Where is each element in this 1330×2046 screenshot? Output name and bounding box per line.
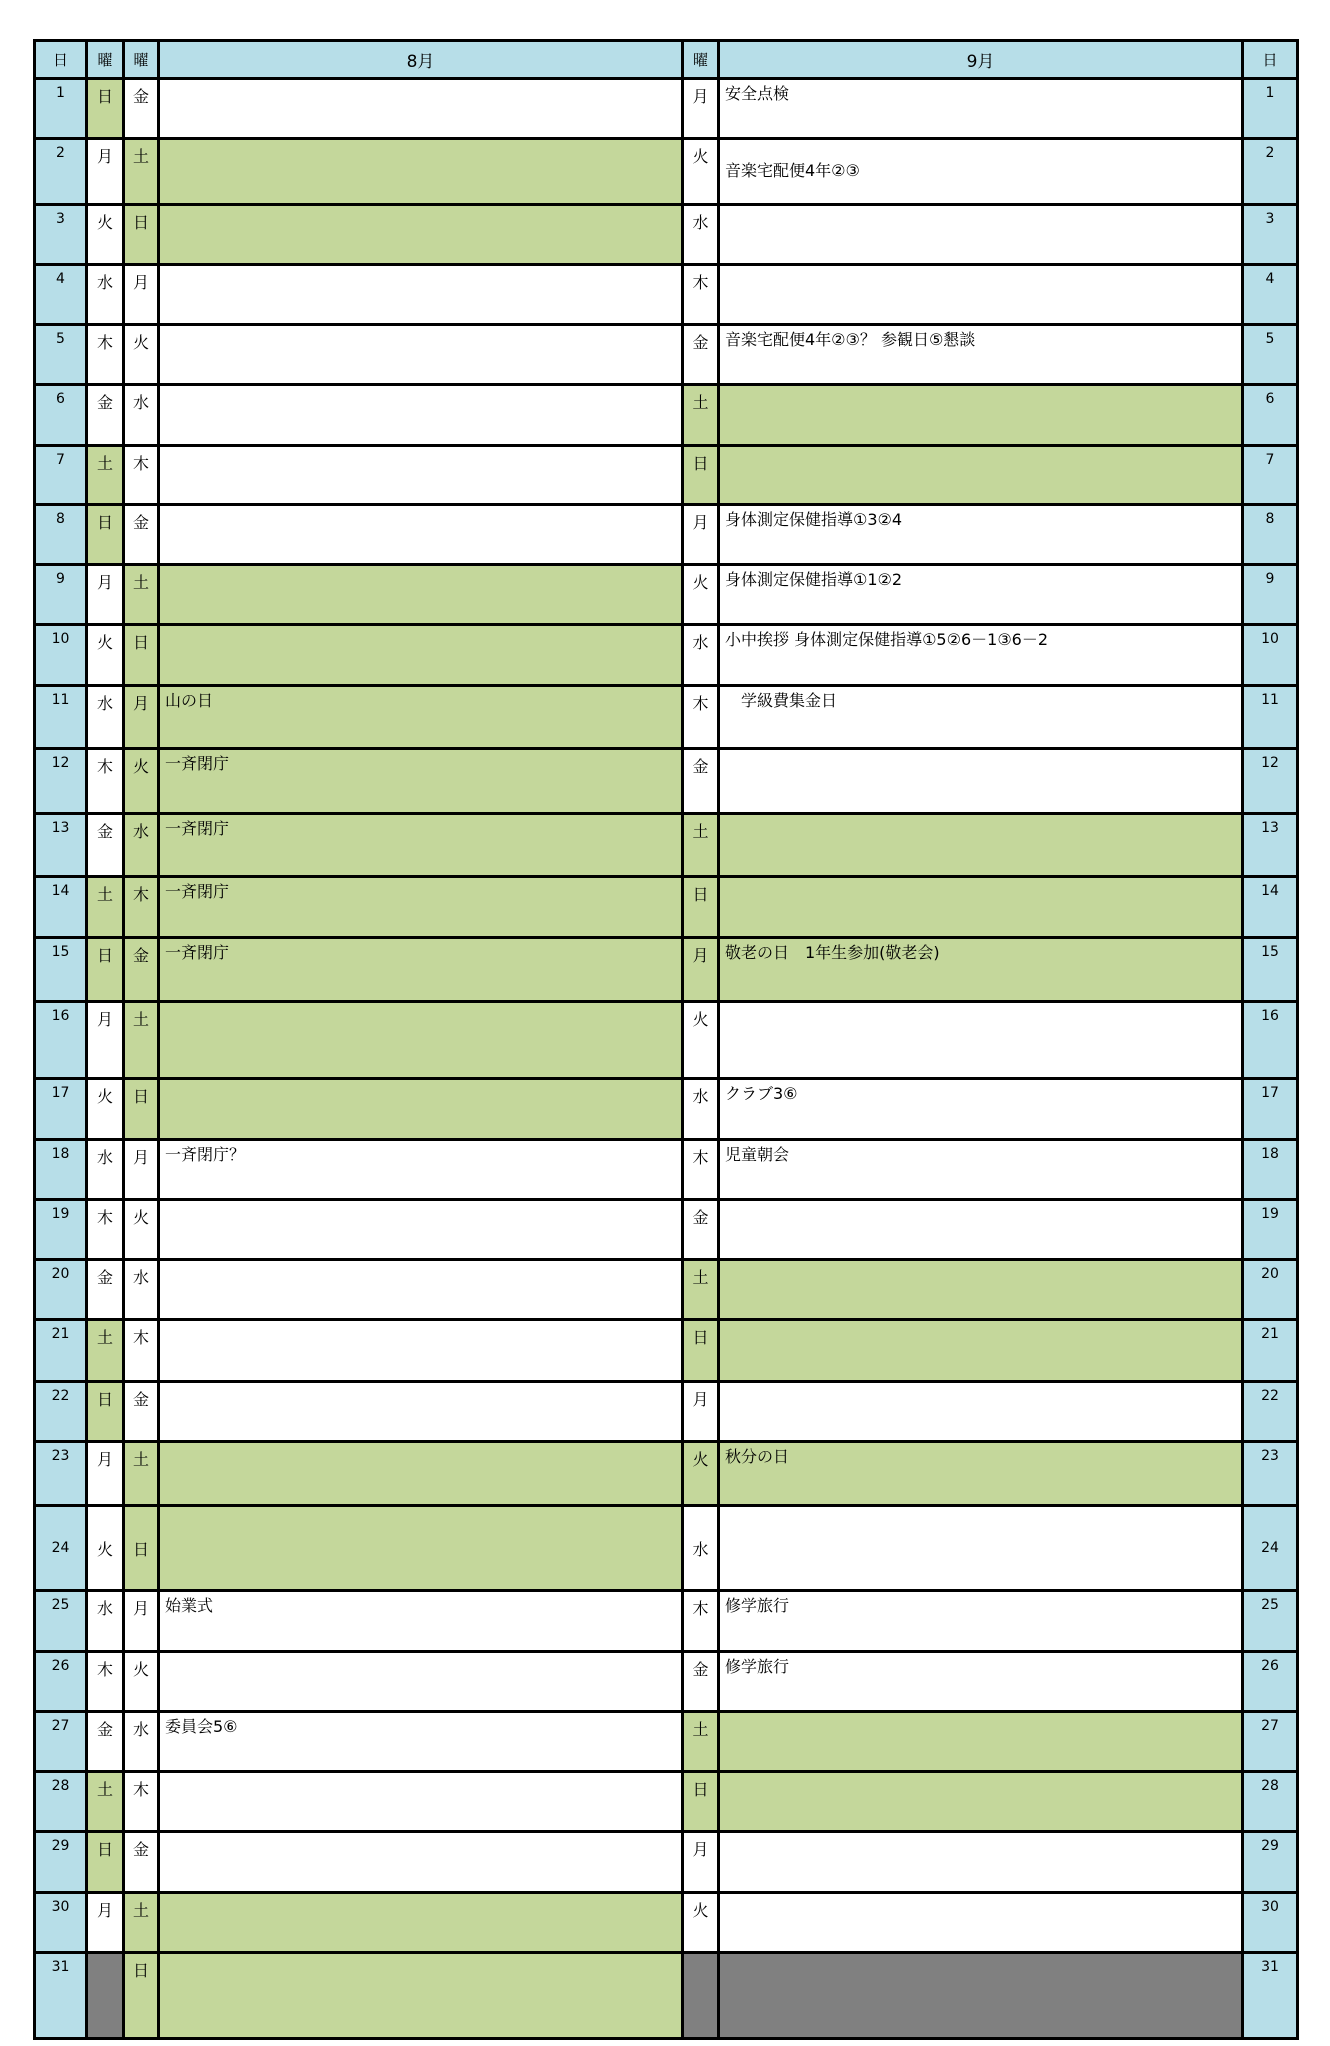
- calendar-row: [35, 1442, 1298, 1506]
- august-weekday-cell: 土: [124, 1442, 159, 1506]
- august-weekday-cell: 火: [124, 1652, 159, 1712]
- august-note-cell: [159, 565, 683, 625]
- reference-weekday-cell: 土: [87, 1772, 124, 1832]
- september-weekday-cell: 火: [683, 1442, 719, 1506]
- calendar-body: [35, 79, 1298, 2039]
- day-number-right-cell: 13: [1243, 814, 1298, 877]
- calendar-row: [35, 877, 1298, 938]
- calendar-row: [35, 749, 1298, 814]
- day-number-cell: 31: [35, 1953, 87, 2039]
- august-weekday-cell: 水: [124, 1260, 159, 1320]
- day-number-right-cell: 11: [1243, 686, 1298, 749]
- day-number-cell: 9: [35, 565, 87, 625]
- september-note-cell: 敬老の日 1年生参加(敬老会): [719, 938, 1243, 1002]
- august-weekday-cell: 日: [124, 205, 159, 265]
- day-number-right-cell: 28: [1243, 1772, 1298, 1832]
- august-note-cell: [159, 1002, 683, 1079]
- september-weekday-cell: [683, 1953, 719, 2039]
- day-number-cell: 21: [35, 1320, 87, 1382]
- september-note-cell: 小中挨拶 身体測定保健指導①5②6－1③6－2: [719, 625, 1243, 686]
- calendar-row: [35, 1382, 1298, 1442]
- august-note-cell: 一斉閉庁: [159, 749, 683, 814]
- reference-weekday-cell: 火: [87, 625, 124, 686]
- august-note-cell: [159, 1320, 683, 1382]
- august-note-cell: 委員会5⑥: [159, 1712, 683, 1772]
- september-note-cell: 修学旅行: [719, 1591, 1243, 1652]
- september-weekday-cell: 金: [683, 749, 719, 814]
- august-note-cell: [159, 79, 683, 139]
- september-weekday-cell: 水: [683, 1079, 719, 1140]
- september-note-cell: [719, 1002, 1243, 1079]
- header-august-weekday: 曜: [124, 41, 159, 79]
- september-weekday-cell: 月: [683, 79, 719, 139]
- reference-weekday-cell: 月: [87, 1893, 124, 1953]
- september-note-cell: 児童朝会: [719, 1140, 1243, 1200]
- september-weekday-cell: 木: [683, 265, 719, 325]
- reference-weekday-cell: 火: [87, 205, 124, 265]
- reference-weekday-cell: 日: [87, 505, 124, 565]
- august-note-cell: 山の日: [159, 686, 683, 749]
- day-number-right-cell: 19: [1243, 1200, 1298, 1260]
- header-day-right: 日: [1243, 41, 1298, 79]
- day-number-right-cell: 2: [1243, 139, 1298, 205]
- september-weekday-cell: 火: [683, 1893, 719, 1953]
- august-weekday-cell: 木: [124, 1320, 159, 1382]
- day-number-right-cell: 6: [1243, 385, 1298, 446]
- reference-weekday-cell: 金: [87, 814, 124, 877]
- august-note-cell: [159, 1953, 683, 2039]
- calendar-row: [35, 205, 1298, 265]
- august-weekday-cell: 土: [124, 1893, 159, 1953]
- september-weekday-cell: 月: [683, 1382, 719, 1442]
- august-weekday-cell: 土: [124, 1002, 159, 1079]
- day-number-cell: 23: [35, 1442, 87, 1506]
- day-number-right-cell: 20: [1243, 1260, 1298, 1320]
- september-note-cell: [719, 1382, 1243, 1442]
- september-note-cell: [719, 1320, 1243, 1382]
- day-number-right-cell: 14: [1243, 877, 1298, 938]
- august-note-cell: 一斉閉庁: [159, 938, 683, 1002]
- calendar-row: [35, 1652, 1298, 1712]
- day-number-cell: 3: [35, 205, 87, 265]
- september-weekday-cell: 月: [683, 1832, 719, 1893]
- day-number-right-cell: 10: [1243, 625, 1298, 686]
- september-weekday-cell: 土: [683, 1260, 719, 1320]
- august-note-cell: [159, 1260, 683, 1320]
- august-weekday-cell: 金: [124, 1382, 159, 1442]
- august-weekday-cell: 日: [124, 1506, 159, 1591]
- day-number-cell: 30: [35, 1893, 87, 1953]
- august-note-cell: [159, 1200, 683, 1260]
- september-weekday-cell: 月: [683, 938, 719, 1002]
- september-weekday-cell: 土: [683, 1712, 719, 1772]
- september-weekday-cell: 木: [683, 1591, 719, 1652]
- august-note-cell: [159, 505, 683, 565]
- september-note-cell: 音楽宅配便4年②③？ 参観日⑤懇談: [719, 325, 1243, 385]
- september-weekday-cell: 土: [683, 385, 719, 446]
- september-weekday-cell: 月: [683, 505, 719, 565]
- august-note-cell: [159, 1442, 683, 1506]
- day-number-right-cell: 24: [1243, 1506, 1298, 1591]
- day-number-cell: 18: [35, 1140, 87, 1200]
- august-note-cell: [159, 205, 683, 265]
- reference-weekday-cell: 金: [87, 1260, 124, 1320]
- august-note-cell: [159, 1382, 683, 1442]
- calendar-row: [35, 1893, 1298, 1953]
- august-note-cell: [159, 625, 683, 686]
- august-note-cell: [159, 139, 683, 205]
- august-weekday-cell: 金: [124, 1832, 159, 1893]
- calendar-row: [35, 565, 1298, 625]
- day-number-cell: 28: [35, 1772, 87, 1832]
- calendar-row: [35, 1079, 1298, 1140]
- august-weekday-cell: 水: [124, 1712, 159, 1772]
- august-note-cell: [159, 1893, 683, 1953]
- august-weekday-cell: 金: [124, 505, 159, 565]
- august-note-cell: [159, 1652, 683, 1712]
- august-weekday-cell: 木: [124, 446, 159, 505]
- september-weekday-cell: 火: [683, 139, 719, 205]
- day-number-right-cell: 16: [1243, 1002, 1298, 1079]
- august-note-cell: [159, 265, 683, 325]
- september-weekday-cell: 日: [683, 877, 719, 938]
- calendar-row: [35, 814, 1298, 877]
- august-note-cell: 一斉閉庁: [159, 814, 683, 877]
- day-number-cell: 27: [35, 1712, 87, 1772]
- september-note-cell: [719, 1772, 1243, 1832]
- august-note-cell: 始業式: [159, 1591, 683, 1652]
- reference-weekday-cell: 火: [87, 1506, 124, 1591]
- day-number-right-cell: 26: [1243, 1652, 1298, 1712]
- day-number-right-cell: 15: [1243, 938, 1298, 1002]
- reference-weekday-cell: 木: [87, 325, 124, 385]
- august-note-cell: [159, 446, 683, 505]
- august-weekday-cell: 金: [124, 938, 159, 1002]
- september-note-cell: [719, 1953, 1243, 2039]
- reference-weekday-cell: 火: [87, 1079, 124, 1140]
- september-weekday-cell: 水: [683, 205, 719, 265]
- day-number-cell: 13: [35, 814, 87, 877]
- september-weekday-cell: 木: [683, 686, 719, 749]
- reference-weekday-cell: 土: [87, 1320, 124, 1382]
- calendar-row: [35, 1200, 1298, 1260]
- calendar-row: [35, 265, 1298, 325]
- reference-weekday-cell: 水: [87, 1140, 124, 1200]
- day-number-right-cell: 8: [1243, 505, 1298, 565]
- reference-weekday-cell: 日: [87, 79, 124, 139]
- day-number-right-cell: 9: [1243, 565, 1298, 625]
- september-weekday-cell: 火: [683, 1002, 719, 1079]
- calendar-row: [35, 1002, 1298, 1079]
- day-number-right-cell: 17: [1243, 1079, 1298, 1140]
- day-number-cell: 10: [35, 625, 87, 686]
- day-number-cell: 24: [35, 1506, 87, 1591]
- september-note-cell: [719, 1200, 1243, 1260]
- september-weekday-cell: 金: [683, 1652, 719, 1712]
- september-weekday-cell: 水: [683, 1506, 719, 1591]
- calendar-row: [35, 1140, 1298, 1200]
- calendar-row: [35, 1772, 1298, 1832]
- calendar-row: [35, 1832, 1298, 1893]
- calendar-row: [35, 446, 1298, 505]
- august-weekday-cell: 火: [124, 749, 159, 814]
- august-weekday-cell: 月: [124, 1140, 159, 1200]
- august-note-cell: [159, 1772, 683, 1832]
- august-note-cell: [159, 1079, 683, 1140]
- september-note-cell: [719, 1893, 1243, 1953]
- day-number-right-cell: 7: [1243, 446, 1298, 505]
- day-number-right-cell: 5: [1243, 325, 1298, 385]
- day-number-cell: 12: [35, 749, 87, 814]
- reference-weekday-cell: 月: [87, 565, 124, 625]
- august-note-cell: 一斉閉庁？: [159, 1140, 683, 1200]
- september-note-cell: [719, 749, 1243, 814]
- day-number-cell: 5: [35, 325, 87, 385]
- day-number-cell: 8: [35, 505, 87, 565]
- september-weekday-cell: 木: [683, 1140, 719, 1200]
- day-number-cell: 29: [35, 1832, 87, 1893]
- day-number-cell: 7: [35, 446, 87, 505]
- day-number-cell: 25: [35, 1591, 87, 1652]
- september-note-cell: [719, 1506, 1243, 1591]
- calendar-row: [35, 505, 1298, 565]
- day-number-cell: 6: [35, 385, 87, 446]
- header-september-weekday: 曜: [683, 41, 719, 79]
- august-weekday-cell: 月: [124, 1591, 159, 1652]
- calendar-row: [35, 139, 1298, 205]
- day-number-cell: 11: [35, 686, 87, 749]
- august-weekday-cell: 水: [124, 814, 159, 877]
- august-weekday-cell: 土: [124, 139, 159, 205]
- september-note-cell: [719, 446, 1243, 505]
- day-number-right-cell: 29: [1243, 1832, 1298, 1893]
- day-number-right-cell: 25: [1243, 1591, 1298, 1652]
- reference-weekday-cell: 水: [87, 1591, 124, 1652]
- august-note-cell: [159, 385, 683, 446]
- september-note-cell: [719, 1832, 1243, 1893]
- september-weekday-cell: 火: [683, 565, 719, 625]
- day-number-right-cell: 23: [1243, 1442, 1298, 1506]
- september-note-cell: [719, 265, 1243, 325]
- day-number-right-cell: 22: [1243, 1382, 1298, 1442]
- day-number-right-cell: 12: [1243, 749, 1298, 814]
- calendar-row: [35, 1712, 1298, 1772]
- september-note-cell: 修学旅行: [719, 1652, 1243, 1712]
- reference-weekday-cell: 木: [87, 1200, 124, 1260]
- calendar-row: [35, 938, 1298, 1002]
- september-note-cell: [719, 1712, 1243, 1772]
- reference-weekday-cell: 金: [87, 385, 124, 446]
- september-note-cell: [719, 877, 1243, 938]
- september-note-cell: クラブ3⑥: [719, 1079, 1243, 1140]
- august-weekday-cell: 水: [124, 385, 159, 446]
- august-weekday-cell: 火: [124, 325, 159, 385]
- calendar-row: [35, 1320, 1298, 1382]
- august-weekday-cell: 日: [124, 1079, 159, 1140]
- day-number-right-cell: 4: [1243, 265, 1298, 325]
- september-weekday-cell: 金: [683, 1200, 719, 1260]
- september-note-cell: 学級費集金日: [719, 686, 1243, 749]
- august-weekday-cell: 土: [124, 565, 159, 625]
- day-number-cell: 4: [35, 265, 87, 325]
- september-note-cell: 音楽宅配便4年②③: [719, 139, 1243, 205]
- september-weekday-cell: 日: [683, 1320, 719, 1382]
- august-weekday-cell: 金: [124, 79, 159, 139]
- august-weekday-cell: 木: [124, 877, 159, 938]
- day-number-cell: 26: [35, 1652, 87, 1712]
- august-weekday-cell: 木: [124, 1772, 159, 1832]
- reference-weekday-cell: 木: [87, 749, 124, 814]
- reference-weekday-cell: 金: [87, 1712, 124, 1772]
- september-weekday-cell: 水: [683, 625, 719, 686]
- august-note-cell: 一斉閉庁: [159, 877, 683, 938]
- day-number-right-cell: 3: [1243, 205, 1298, 265]
- reference-weekday-cell: 土: [87, 877, 124, 938]
- reference-weekday-cell: 木: [87, 1652, 124, 1712]
- calendar-row: [35, 325, 1298, 385]
- september-note-cell: 秋分の日: [719, 1442, 1243, 1506]
- reference-weekday-cell: 土: [87, 446, 124, 505]
- august-weekday-cell: 月: [124, 686, 159, 749]
- august-weekday-cell: 日: [124, 1953, 159, 2039]
- august-weekday-cell: 火: [124, 1200, 159, 1260]
- header-row: [35, 41, 1298, 79]
- september-note-cell: [719, 1260, 1243, 1320]
- day-number-right-cell: 31: [1243, 1953, 1298, 2039]
- day-number-cell: 1: [35, 79, 87, 139]
- september-note-cell: [719, 205, 1243, 265]
- calendar-row: [35, 1953, 1298, 2039]
- september-note-cell: [719, 385, 1243, 446]
- august-note-cell: [159, 1832, 683, 1893]
- calendar-row: [35, 385, 1298, 446]
- reference-weekday-cell: 月: [87, 1442, 124, 1506]
- schedule-calendar-table: [33, 39, 1299, 2040]
- calendar-row: [35, 686, 1298, 749]
- day-number-cell: 2: [35, 139, 87, 205]
- september-note-cell: 身体測定保健指導①3②4: [719, 505, 1243, 565]
- calendar-row: [35, 1591, 1298, 1652]
- header-september: 9月: [719, 41, 1243, 79]
- september-weekday-cell: 土: [683, 814, 719, 877]
- calendar-row: [35, 1260, 1298, 1320]
- day-number-right-cell: 21: [1243, 1320, 1298, 1382]
- september-weekday-cell: 日: [683, 1772, 719, 1832]
- september-note-cell: [719, 814, 1243, 877]
- day-number-cell: 17: [35, 1079, 87, 1140]
- august-note-cell: [159, 325, 683, 385]
- day-number-cell: 14: [35, 877, 87, 938]
- day-number-right-cell: 27: [1243, 1712, 1298, 1772]
- august-weekday-cell: 日: [124, 625, 159, 686]
- september-note-cell: 安全点検: [719, 79, 1243, 139]
- reference-weekday-cell: 月: [87, 1002, 124, 1079]
- day-number-right-cell: 1: [1243, 79, 1298, 139]
- reference-weekday-cell: 日: [87, 1382, 124, 1442]
- reference-weekday-cell: 水: [87, 686, 124, 749]
- header-august: 8月: [159, 41, 683, 79]
- reference-weekday-cell: 日: [87, 938, 124, 1002]
- day-number-cell: 22: [35, 1382, 87, 1442]
- day-number-right-cell: 30: [1243, 1893, 1298, 1953]
- day-number-cell: 15: [35, 938, 87, 1002]
- reference-weekday-cell: 月: [87, 139, 124, 205]
- day-number-right-cell: 18: [1243, 1140, 1298, 1200]
- august-note-cell: [159, 1506, 683, 1591]
- september-weekday-cell: 日: [683, 446, 719, 505]
- header-day: 日: [35, 41, 87, 79]
- calendar-row: [35, 79, 1298, 139]
- calendar-row: [35, 1506, 1298, 1591]
- header-reference-weekday: 曜: [87, 41, 124, 79]
- calendar-row: [35, 625, 1298, 686]
- reference-weekday-cell: 水: [87, 265, 124, 325]
- september-weekday-cell: 金: [683, 325, 719, 385]
- august-weekday-cell: 月: [124, 265, 159, 325]
- reference-weekday-cell: 日: [87, 1832, 124, 1893]
- september-note-cell: 身体測定保健指導①1②2: [719, 565, 1243, 625]
- reference-weekday-cell: [87, 1953, 124, 2039]
- day-number-cell: 20: [35, 1260, 87, 1320]
- day-number-cell: 16: [35, 1002, 87, 1079]
- day-number-cell: 19: [35, 1200, 87, 1260]
